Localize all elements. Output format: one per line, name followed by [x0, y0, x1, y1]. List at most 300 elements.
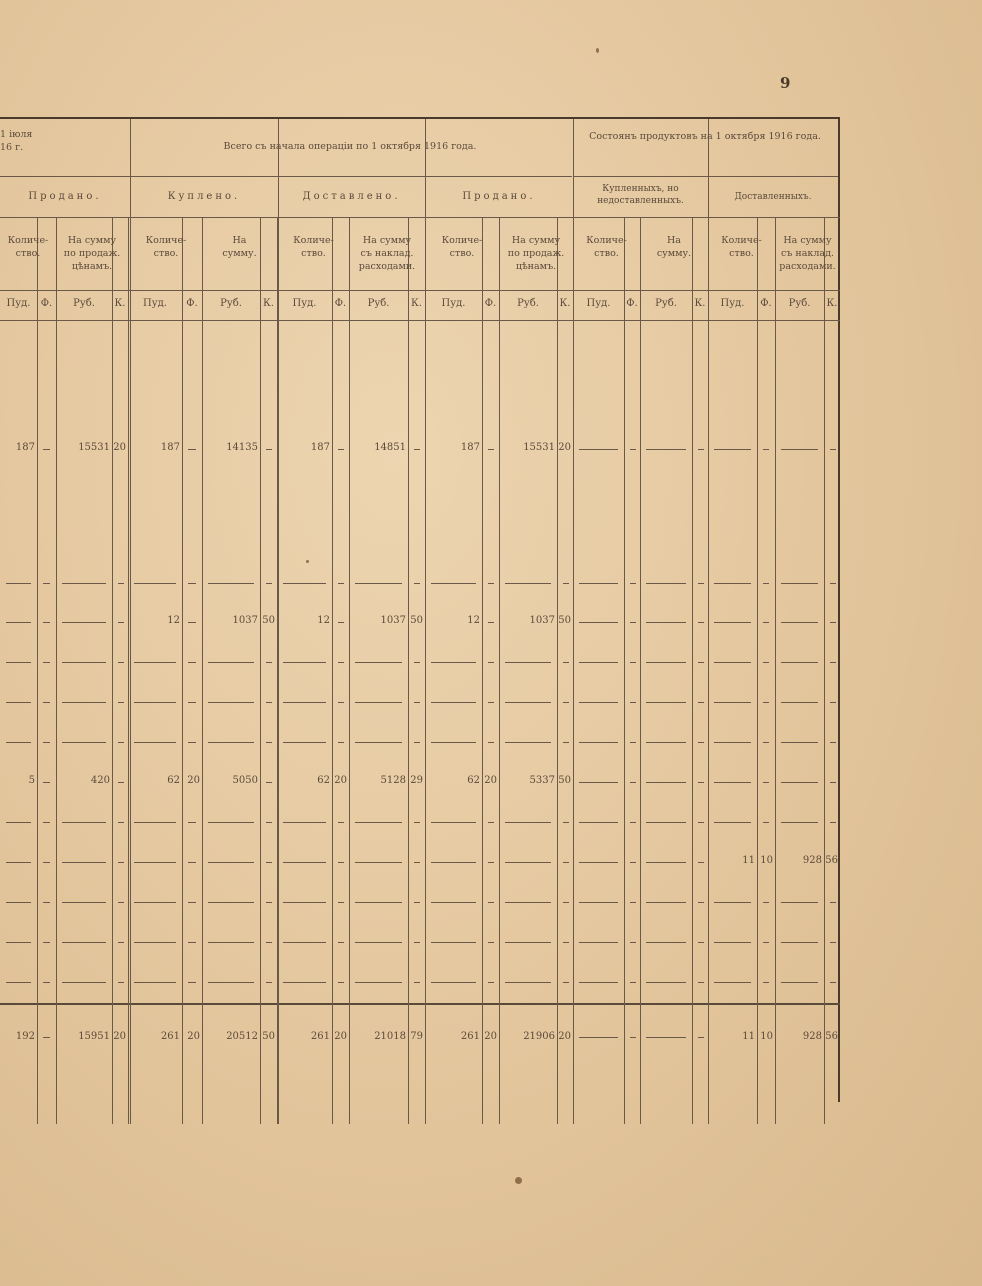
cell-dash — [563, 742, 569, 743]
cell-dash — [266, 942, 272, 943]
total-cell: 20 — [113, 1031, 126, 1042]
cell-dash — [781, 662, 818, 663]
cell-dash — [118, 782, 124, 783]
cell-dash — [414, 982, 420, 983]
cell-dash — [763, 702, 769, 703]
cell-dash — [188, 583, 196, 584]
cell-dash — [414, 662, 420, 663]
cell-dash — [781, 982, 818, 983]
unit-header: Руб. — [220, 298, 242, 309]
header-stock-period: Состоянъ продуктовъ на 1 октября 1916 года. — [589, 131, 821, 142]
cell-dash — [188, 742, 196, 743]
table-cell: 20 — [558, 442, 571, 453]
table-cell: 50 — [410, 615, 423, 626]
cell-dash — [283, 942, 326, 943]
header-line-4 — [0, 320, 840, 321]
cell-dash — [338, 822, 344, 823]
column-divider — [708, 217, 709, 1124]
cell-dash — [6, 622, 31, 623]
cell-dash — [488, 583, 494, 584]
header-col0: 1 іюля 16 г. — [0, 129, 33, 153]
cell-dash — [414, 862, 420, 863]
cell-dash — [714, 942, 751, 943]
table-cell: 11 — [742, 855, 755, 866]
cell-dash — [283, 862, 326, 863]
table-cell: 50 — [558, 615, 571, 626]
group-header: Доставленныхъ. — [734, 192, 812, 202]
cell-dash — [646, 449, 686, 450]
table-cell: 187 — [310, 442, 330, 453]
table-cell: 20 — [484, 775, 497, 786]
cell-dash — [431, 862, 476, 863]
cell-dash — [579, 583, 618, 584]
cell-dash — [266, 742, 272, 743]
table-cell: 928 — [802, 855, 822, 866]
cell-dash — [43, 942, 50, 943]
cell-dash — [714, 902, 751, 903]
cell-dash — [630, 622, 636, 623]
cell-dash — [579, 662, 618, 663]
cell-dash — [431, 742, 476, 743]
table-cell: 20 — [113, 442, 126, 453]
cell-dash — [781, 782, 818, 783]
total-cell: 20 — [334, 1031, 347, 1042]
cell-dash — [134, 662, 176, 663]
cell-dash — [630, 583, 636, 584]
cell-dash — [266, 862, 272, 863]
cell-dash — [6, 742, 31, 743]
cell-dash — [646, 702, 686, 703]
cell-dash — [505, 982, 551, 983]
cell-dash — [488, 902, 494, 903]
table-cell: 420 — [90, 775, 110, 786]
cell-dash — [698, 583, 704, 584]
cell-dash — [414, 449, 420, 450]
cell-dash — [208, 662, 254, 663]
cell-dash — [763, 662, 769, 663]
cell-dash — [630, 942, 636, 943]
cell-dash — [830, 782, 836, 783]
cell-dash — [283, 822, 326, 823]
cell-dash — [579, 982, 618, 983]
cell-dash — [579, 622, 618, 623]
cell-dash — [646, 982, 686, 983]
table-cell: 1037 — [232, 615, 258, 626]
cell-dash — [283, 702, 326, 703]
unit-header: К. — [411, 298, 422, 309]
cell-dash — [488, 982, 494, 983]
cell-dash — [505, 583, 551, 584]
cell-dash — [646, 902, 686, 903]
cell-dash — [830, 982, 836, 983]
sub-header: Количе- ство. — [441, 235, 483, 259]
cell-dash — [355, 742, 402, 743]
unit-header: Пуд. — [143, 298, 167, 309]
cell-dash — [43, 902, 50, 903]
cell-dash — [43, 622, 50, 623]
cell-dash — [563, 902, 569, 903]
cell-dash — [763, 622, 769, 623]
group-header: Продано. — [28, 191, 102, 202]
paper-speck — [515, 1177, 522, 1184]
cell-dash — [714, 782, 751, 783]
cell-dash — [208, 982, 254, 983]
total-cell: 20 — [187, 1031, 200, 1042]
sub-header: На сумму. — [656, 235, 692, 259]
cell-dash — [134, 982, 176, 983]
cell-dash — [338, 662, 344, 663]
cell-dash — [118, 702, 124, 703]
cell-dash — [188, 622, 196, 623]
cell-dash — [431, 702, 476, 703]
cell-dash — [579, 782, 618, 783]
paper-speck — [306, 560, 309, 563]
unit-header: Руб. — [367, 298, 390, 309]
column-divider — [349, 217, 350, 1124]
column-divider — [260, 217, 261, 1124]
cell-dash — [134, 902, 176, 903]
sub-header: Количе- ство. — [721, 235, 762, 259]
header-line-stock — [573, 176, 838, 177]
cell-dash — [563, 942, 569, 943]
group-header: Куплено. — [167, 191, 241, 202]
cell-dash — [6, 862, 31, 863]
cell-dash — [266, 662, 272, 663]
cell-dash — [43, 862, 50, 863]
unit-header: Ф. — [186, 298, 198, 309]
cell-dash — [579, 942, 618, 943]
cell-dash — [505, 662, 551, 663]
cell-dash — [338, 622, 344, 623]
total-cell: 15951 — [78, 1031, 110, 1042]
column-divider — [182, 217, 183, 1124]
total-cell: 928 — [802, 1031, 822, 1042]
cell-dash — [414, 942, 420, 943]
table-cell: 62 — [317, 775, 330, 786]
table-cell: 187 — [160, 442, 180, 453]
cell-dash — [646, 862, 686, 863]
cell-dash — [62, 982, 106, 983]
cell-dash — [763, 583, 769, 584]
unit-header: Пуд. — [441, 298, 466, 309]
cell-dash — [118, 742, 124, 743]
cell-dash — [266, 822, 272, 823]
cell-dash — [283, 662, 326, 663]
total-cell: 21018 — [374, 1031, 406, 1042]
cell-dash — [763, 902, 769, 903]
cell-dash — [431, 583, 476, 584]
cell-dash — [134, 862, 176, 863]
header-line-3 — [0, 290, 840, 291]
table-cell: 5128 — [380, 775, 406, 786]
cell-dash — [646, 662, 686, 663]
unit-header: Пуд. — [720, 298, 745, 309]
cell-dash — [414, 902, 420, 903]
table-cell: 15531 — [78, 442, 110, 453]
unit-header: К. — [263, 298, 274, 309]
cell-dash — [355, 662, 402, 663]
cell-dash — [62, 662, 106, 663]
cell-dash — [283, 583, 326, 584]
unit-header: К. — [826, 298, 838, 309]
unit-header: Пуд. — [292, 298, 317, 309]
total-cell: 20512 — [226, 1031, 258, 1042]
sub-header: Количе- ство. — [145, 235, 187, 259]
unit-header: К. — [694, 298, 706, 309]
cell-dash — [830, 822, 836, 823]
cell-dash — [266, 982, 272, 983]
cell-dash — [43, 702, 50, 703]
cell-dash — [563, 662, 569, 663]
cell-dash — [781, 942, 818, 943]
cell-dash — [208, 702, 254, 703]
cell-dash — [118, 583, 124, 584]
unit-header: Пуд. — [586, 298, 611, 309]
total-cell: 20 — [558, 1031, 571, 1042]
unit-header: Ф. — [40, 298, 53, 309]
cell-dash — [698, 942, 704, 943]
group-header: Доставлено. — [302, 191, 401, 202]
cell-dash — [698, 662, 704, 663]
cell-dash — [6, 583, 31, 584]
cell-dash — [266, 902, 272, 903]
column-divider — [482, 217, 483, 1124]
cell-dash — [714, 982, 751, 983]
header-line-1b — [0, 176, 130, 177]
cell-dash — [6, 942, 31, 943]
cell-dash — [630, 822, 636, 823]
cell-dash — [414, 583, 420, 584]
cell-dash — [118, 822, 124, 823]
cell-dash — [698, 622, 704, 623]
sub-header: Количе- ство. — [293, 235, 334, 259]
header-line-1 — [130, 176, 572, 177]
cell-dash — [118, 942, 124, 943]
cell-dash — [355, 982, 402, 983]
cell-dash — [698, 702, 704, 703]
cell-dash — [208, 583, 254, 584]
cell-dash — [266, 449, 272, 450]
cell-dash — [118, 622, 124, 623]
column-divider — [112, 217, 113, 1124]
cell-dash — [355, 862, 402, 863]
cell-dash — [283, 982, 326, 983]
cell-dash — [188, 822, 196, 823]
cell-dash — [781, 742, 818, 743]
cell-dash — [355, 902, 402, 903]
table-cell: 29 — [410, 775, 423, 786]
cell-dash — [62, 942, 106, 943]
cell-dash — [698, 449, 704, 450]
column-divider — [640, 217, 641, 1124]
cell-dash — [505, 742, 551, 743]
table-cell: 187 — [15, 442, 35, 453]
column-divider — [56, 217, 57, 1124]
cell-dash — [830, 702, 836, 703]
unit-header: К. — [559, 298, 571, 309]
cell-dash — [763, 822, 769, 823]
cell-dash — [338, 583, 344, 584]
cell-dash — [208, 742, 254, 743]
cell-dash — [488, 822, 494, 823]
column-divider — [824, 217, 825, 1124]
cell-dash — [208, 822, 254, 823]
cell-dash — [781, 702, 818, 703]
cell-dash — [830, 662, 836, 663]
cell-dash — [118, 982, 124, 983]
total-cell: 261 — [310, 1031, 330, 1042]
cell-dash — [579, 742, 618, 743]
cell-dash — [43, 662, 50, 663]
total-separator — [0, 1003, 840, 1005]
total-cell: 21906 — [523, 1031, 555, 1042]
cell-dash — [134, 822, 176, 823]
cell-dash — [563, 982, 569, 983]
column-divider — [202, 217, 203, 1124]
cell-dash — [283, 742, 326, 743]
cell-dash — [134, 942, 176, 943]
cell-dash — [338, 449, 344, 450]
total-cell: 10 — [760, 1031, 773, 1042]
cell-dash — [630, 982, 636, 983]
cell-dash — [579, 449, 618, 450]
cell-dash — [505, 942, 551, 943]
cell-dash — [646, 742, 686, 743]
cell-dash — [118, 902, 124, 903]
sub-header: Количе- ство. — [586, 235, 627, 259]
cell-dash — [6, 902, 31, 903]
cell-dash — [646, 583, 686, 584]
table-cell: 15531 — [523, 442, 555, 453]
cell-dash — [563, 862, 569, 863]
cell-dash — [505, 862, 551, 863]
table-cell: 12 — [167, 615, 180, 626]
cell-dash — [488, 449, 494, 450]
total-dash — [43, 1037, 50, 1038]
cell-dash — [630, 742, 636, 743]
cell-dash — [266, 782, 272, 783]
cell-dash — [338, 982, 344, 983]
cell-dash — [714, 702, 751, 703]
unit-header: Руб. — [73, 298, 95, 309]
cell-dash — [208, 942, 254, 943]
cell-dash — [488, 942, 494, 943]
cell-dash — [414, 702, 420, 703]
cell-dash — [43, 982, 50, 983]
cell-dash — [134, 583, 176, 584]
cell-dash — [6, 822, 31, 823]
cell-dash — [630, 449, 636, 450]
cell-dash — [62, 702, 106, 703]
cell-dash — [62, 862, 106, 863]
table-cell: 5 — [28, 775, 35, 786]
cell-dash — [714, 822, 751, 823]
cell-dash — [630, 862, 636, 863]
sub-header: Количе- ство. — [7, 235, 49, 259]
cell-dash — [763, 782, 769, 783]
page-number: 9 — [780, 74, 791, 92]
cell-dash — [714, 742, 751, 743]
total-cell: 261 — [460, 1031, 480, 1042]
cell-dash — [563, 583, 569, 584]
table-cell: 62 — [467, 775, 480, 786]
cell-dash — [698, 742, 704, 743]
table-cell: 56 — [825, 855, 838, 866]
cell-dash — [6, 702, 31, 703]
column-divider — [128, 217, 129, 1124]
table-cell: 12 — [467, 615, 480, 626]
cell-dash — [698, 822, 704, 823]
cell-dash — [431, 982, 476, 983]
cell-dash — [781, 622, 818, 623]
total-cell: 20 — [484, 1031, 497, 1042]
cell-dash — [830, 583, 836, 584]
cell-dash — [646, 782, 686, 783]
cell-dash — [698, 982, 704, 983]
cell-dash — [646, 822, 686, 823]
cell-dash — [283, 902, 326, 903]
cell-dash — [62, 622, 106, 623]
cell-dash — [62, 822, 106, 823]
cell-dash — [830, 622, 836, 623]
total-dash — [698, 1037, 704, 1038]
total-cell: 192 — [15, 1031, 35, 1042]
total-cell: 11 — [742, 1031, 755, 1042]
table-cell: 14851 — [374, 442, 406, 453]
cell-dash — [355, 942, 402, 943]
cell-dash — [630, 702, 636, 703]
cell-dash — [830, 742, 836, 743]
total-dash — [579, 1037, 618, 1038]
total-cell: 50 — [262, 1031, 275, 1042]
table-cell: 20 — [334, 775, 347, 786]
cell-dash — [763, 982, 769, 983]
cell-dash — [6, 662, 31, 663]
cell-dash — [62, 742, 106, 743]
cell-dash — [62, 902, 106, 903]
cell-dash — [338, 942, 344, 943]
sub-header: На сумму съ наклад. расходами. — [358, 235, 416, 272]
table-cell: 1037 — [529, 615, 555, 626]
table-cell: 5050 — [232, 775, 258, 786]
column-divider — [332, 217, 333, 1124]
sub-header: На сумму. — [222, 235, 257, 259]
cell-dash — [266, 583, 272, 584]
cell-dash — [62, 583, 106, 584]
cell-dash — [714, 583, 751, 584]
cell-dash — [646, 622, 686, 623]
table-cell: 187 — [460, 442, 480, 453]
table-cell: 12 — [317, 615, 330, 626]
cell-dash — [579, 702, 618, 703]
cell-dash — [431, 822, 476, 823]
cell-dash — [338, 902, 344, 903]
cell-dash — [505, 822, 551, 823]
group-header: Продано. — [462, 191, 536, 202]
column-divider — [37, 217, 38, 1124]
cell-dash — [781, 822, 818, 823]
cell-dash — [579, 822, 618, 823]
cell-dash — [630, 782, 636, 783]
cell-dash — [698, 902, 704, 903]
total-dash — [646, 1037, 686, 1038]
table-cell: 5337 — [529, 775, 555, 786]
table-top-border — [0, 117, 840, 119]
cell-dash — [488, 622, 494, 623]
table-cell: 1037 — [380, 615, 406, 626]
cell-dash — [579, 902, 618, 903]
cell-dash — [43, 782, 50, 783]
